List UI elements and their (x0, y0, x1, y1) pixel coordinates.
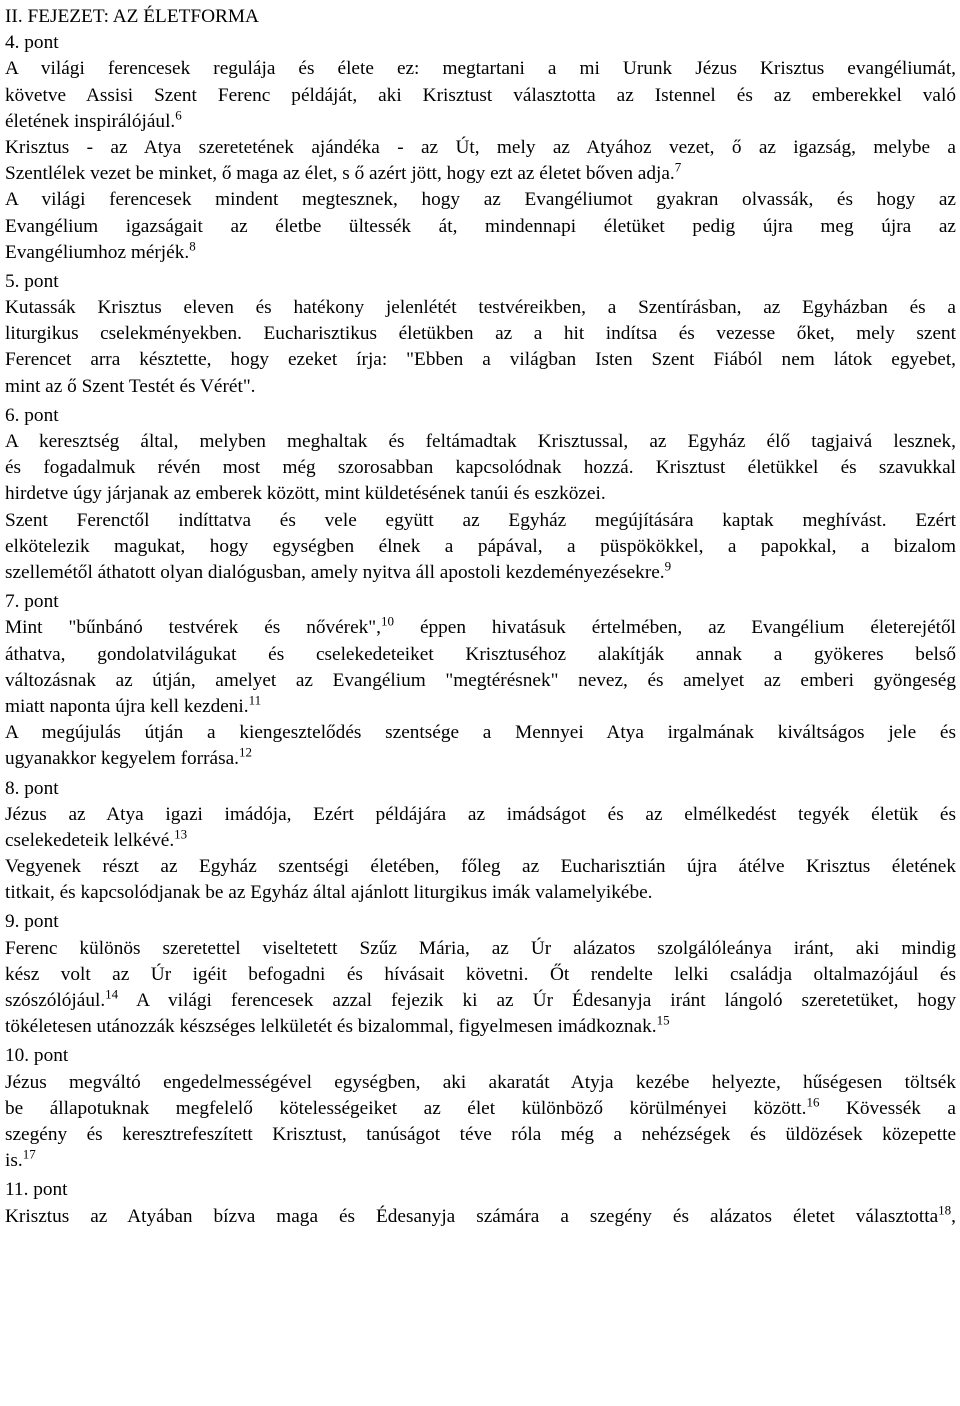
line-text: Evangélium igazságait az életbe ültessék át, mindennapi életüket pedig újra meg újra az (5, 215, 956, 237)
text-line (5, 854, 956, 880)
text-line (5, 1204, 956, 1230)
section-heading: 7. pont (5, 591, 59, 613)
line-text-continued: éppen hivatásuk értelmében, az Evangélium életerejétől (394, 617, 956, 639)
text-line (5, 988, 956, 1014)
line-text: Jézus az Atya igazi imádója, Ezért példájára az imádságot és az elmélkedést tegyék életük és (5, 803, 956, 825)
sections-container (5, 30, 956, 1230)
section-heading: 5. pont (5, 270, 59, 292)
line-text-continued: , (951, 1205, 956, 1227)
line-text: hirdetve úgy járjanak az emberek között, mint küldetésének tanúi és eszközei. (5, 483, 606, 505)
section-heading: 4. pont (5, 32, 59, 54)
text-line (5, 828, 956, 854)
line-text: életének inspirálójául. (5, 110, 176, 132)
text-line (5, 1122, 956, 1148)
section (5, 266, 956, 400)
line-text: Ferenc különös szeretettel viseltetett Szűz Mária, az Úr alázatos szolgálóleánya iránt, aki mindig (5, 937, 956, 959)
text-line (5, 1014, 956, 1040)
text-line (5, 668, 956, 694)
footnote-marker: 8 (189, 239, 196, 254)
line-text: titkait, és kapcsolódjanak be az Egyház által ajánlott liturgikus imák valamelyikébe. (5, 882, 653, 904)
footnote-marker: 15 (656, 1014, 670, 1028)
line-text: Mint "bűnbánó testvérek és nővérek", (5, 617, 381, 639)
text-line (5, 962, 956, 988)
line-text: tökéletesen utánozzák készséges lelkületét és bizalommal, figyelmesen imádkoznak. (5, 1016, 657, 1038)
text-line (5, 1070, 956, 1096)
line-text: miatt naponta újra kell kezdeni. (5, 695, 249, 717)
section-heading: 8. pont (5, 777, 59, 799)
text-line (5, 83, 956, 109)
section (5, 1174, 956, 1229)
line-text: elkötelezik magukat, hogy egységben élnek a pápával, a püspökökkel, a papokkal, a bizalom (5, 535, 956, 557)
text-line (5, 694, 956, 720)
text-line (5, 109, 956, 135)
line-text: változásnak az útján, amelyet az Evangélium "megtérésnek" nevez, és amelyet az emberi gyöngeség (5, 669, 956, 691)
line-text: mint az ő Szent Testét és Vérét". (5, 375, 256, 397)
line-text: A megújulás útján a kiengesztelődés szentsége a Mennyei Atya irgalmának kiváltságos jele és (5, 722, 956, 744)
line-text: Vegyenek részt az Egyház szentségi életében, főleg az Eucharisztián újra átélve Krisztus életének (5, 856, 956, 878)
text-line (5, 347, 956, 373)
section (5, 30, 956, 266)
text-line (5, 135, 956, 161)
line-text: A világi ferencesek mindent megtesznek, hogy az Evangéliumot gyakran olvassák, és hogy az (5, 189, 956, 211)
text-line (5, 187, 956, 213)
line-text: szószólójául. (5, 990, 106, 1012)
section-heading: 10. pont (5, 1045, 69, 1067)
text-line (5, 720, 956, 746)
line-text: és fogadalmuk révén most még szorosabban kapcsolódnak hozzá. Krisztust életükkel és szavukkal (5, 457, 956, 479)
text-line (5, 642, 956, 668)
line-text: cselekedeteik lelkévé. (5, 829, 175, 851)
line-text: is. (5, 1150, 23, 1172)
footnote-marker: 11 (248, 693, 262, 708)
text-line (5, 161, 956, 187)
footnote-marker: 7 (674, 161, 682, 175)
text-line (5, 429, 956, 455)
line-text: szegény és keresztrefeszített Krisztust, tanúságot téve róla még a nehézségek és üldözések közepette (5, 1124, 956, 1145)
line-text: Krisztus az Atyában bízva maga és Édesanyja számára a szegény és alázatos életet választotta (5, 1205, 939, 1227)
line-text: áthatva, gondolatvilágukat és cselekedeteiket Krisztuséhoz alakítják annak a gyökeres belső (5, 643, 956, 665)
footnote-marker: 17 (22, 1148, 36, 1162)
text-line (5, 746, 956, 772)
footnote-marker: 18 (938, 1203, 952, 1218)
text-line (5, 481, 956, 507)
text-line (5, 240, 956, 266)
chapter-title: II. FEJEZET: AZ ÉLETFORMA (5, 6, 259, 27)
line-text: szellemétől áthatott olyan dialógusban, amely nyitva áll apostoli kezdeményezésekre. (5, 562, 665, 583)
text-line (5, 295, 956, 321)
line-text: Jézus megváltó engedelmességével egységben, aki akaratát Atyja kezébe helyezte, hűségesen töltsék (5, 1071, 956, 1093)
section-heading: 9. pont (5, 911, 59, 933)
line-text: Ferencet arra késztette, hogy ezeket írja: "Ebben a világban Isten Szent Fiából nem látok egyebet, (5, 349, 956, 371)
line-text: A világi ferencesek regulája és élete ez: megtartani a mi Urunk Jézus Krisztus evangéliumát, (5, 58, 956, 80)
text-line (5, 214, 956, 240)
line-text: Evangéliumhoz mérjék. (5, 241, 190, 263)
text-line (5, 1148, 956, 1174)
text-line (5, 880, 956, 906)
footnote-marker: 6 (175, 108, 182, 123)
footnote-marker: 14 (105, 988, 119, 1002)
footnote-marker: 10 (381, 615, 394, 629)
section (5, 400, 956, 586)
line-text: Kutassák Krisztus eleven és hatékony jelenlétét testvéreikben, a Szentírásban, az Egyházban és a (5, 297, 956, 319)
footnote-marker: 13 (174, 827, 188, 842)
text-line (5, 374, 956, 400)
footnote-marker: 16 (806, 1095, 820, 1110)
section-heading: 11. pont (5, 1179, 68, 1201)
line-text: kész volt az Úr igéit befogadni és hívásait követni. Őt rendelte lelki családja oltalmazójául és (5, 963, 956, 985)
section (5, 586, 956, 772)
line-text-continued: A világi ferencesek azzal fejezik ki az Úr Édesanyja iránt lángoló szeretetüket, hogy (118, 990, 956, 1012)
line-text: Szent Ferenctől indíttatva és vele együtt az Egyház megújítására kaptak meghívást. Ezért (5, 509, 956, 531)
text-line (5, 560, 956, 586)
line-text: liturgikus cselekményekben. Eucharisztikus életükben az a hit indítsa és vezesse őket, mely szent (5, 323, 956, 345)
text-line (5, 508, 956, 534)
text-line (5, 615, 956, 641)
section (5, 906, 956, 1040)
text-line (5, 455, 956, 481)
text-line (5, 56, 956, 82)
section (5, 1040, 956, 1174)
line-text: be állapotuknak megfelelő kötelességeiket az élet különböző körülményei között. (5, 1097, 807, 1119)
line-text: ugyanakkor kegyelem forrása. (5, 748, 239, 770)
text-line (5, 1096, 956, 1122)
text-line (5, 534, 956, 560)
line-text: Szentlélek vezet be minket, ő maga az élet, s ő azért jött, hogy ezt az életet bőven adja. (5, 163, 675, 185)
text-line (5, 321, 956, 347)
footnote-marker: 9 (664, 560, 672, 574)
section (5, 773, 956, 907)
section-heading: 6. pont (5, 404, 59, 426)
text-line (5, 936, 956, 962)
line-text: követve Assisi Szent Ferenc példáját, aki Krisztust választotta az Istennel és az emberekkel való (5, 84, 956, 106)
line-text: A keresztség által, melyben meghaltak és feltámadtak Krisztussal, az Egyház élő tagjaivá lesznek, (5, 431, 956, 453)
line-text-continued: Kövessék a (819, 1097, 956, 1119)
text-line (5, 802, 956, 828)
line-text: Krisztus - az Atya szeretetének ajándéka - az Út, mely az Atyához vezet, ő az igazság, melybe a (5, 136, 956, 158)
footnote-marker: 12 (238, 746, 252, 760)
